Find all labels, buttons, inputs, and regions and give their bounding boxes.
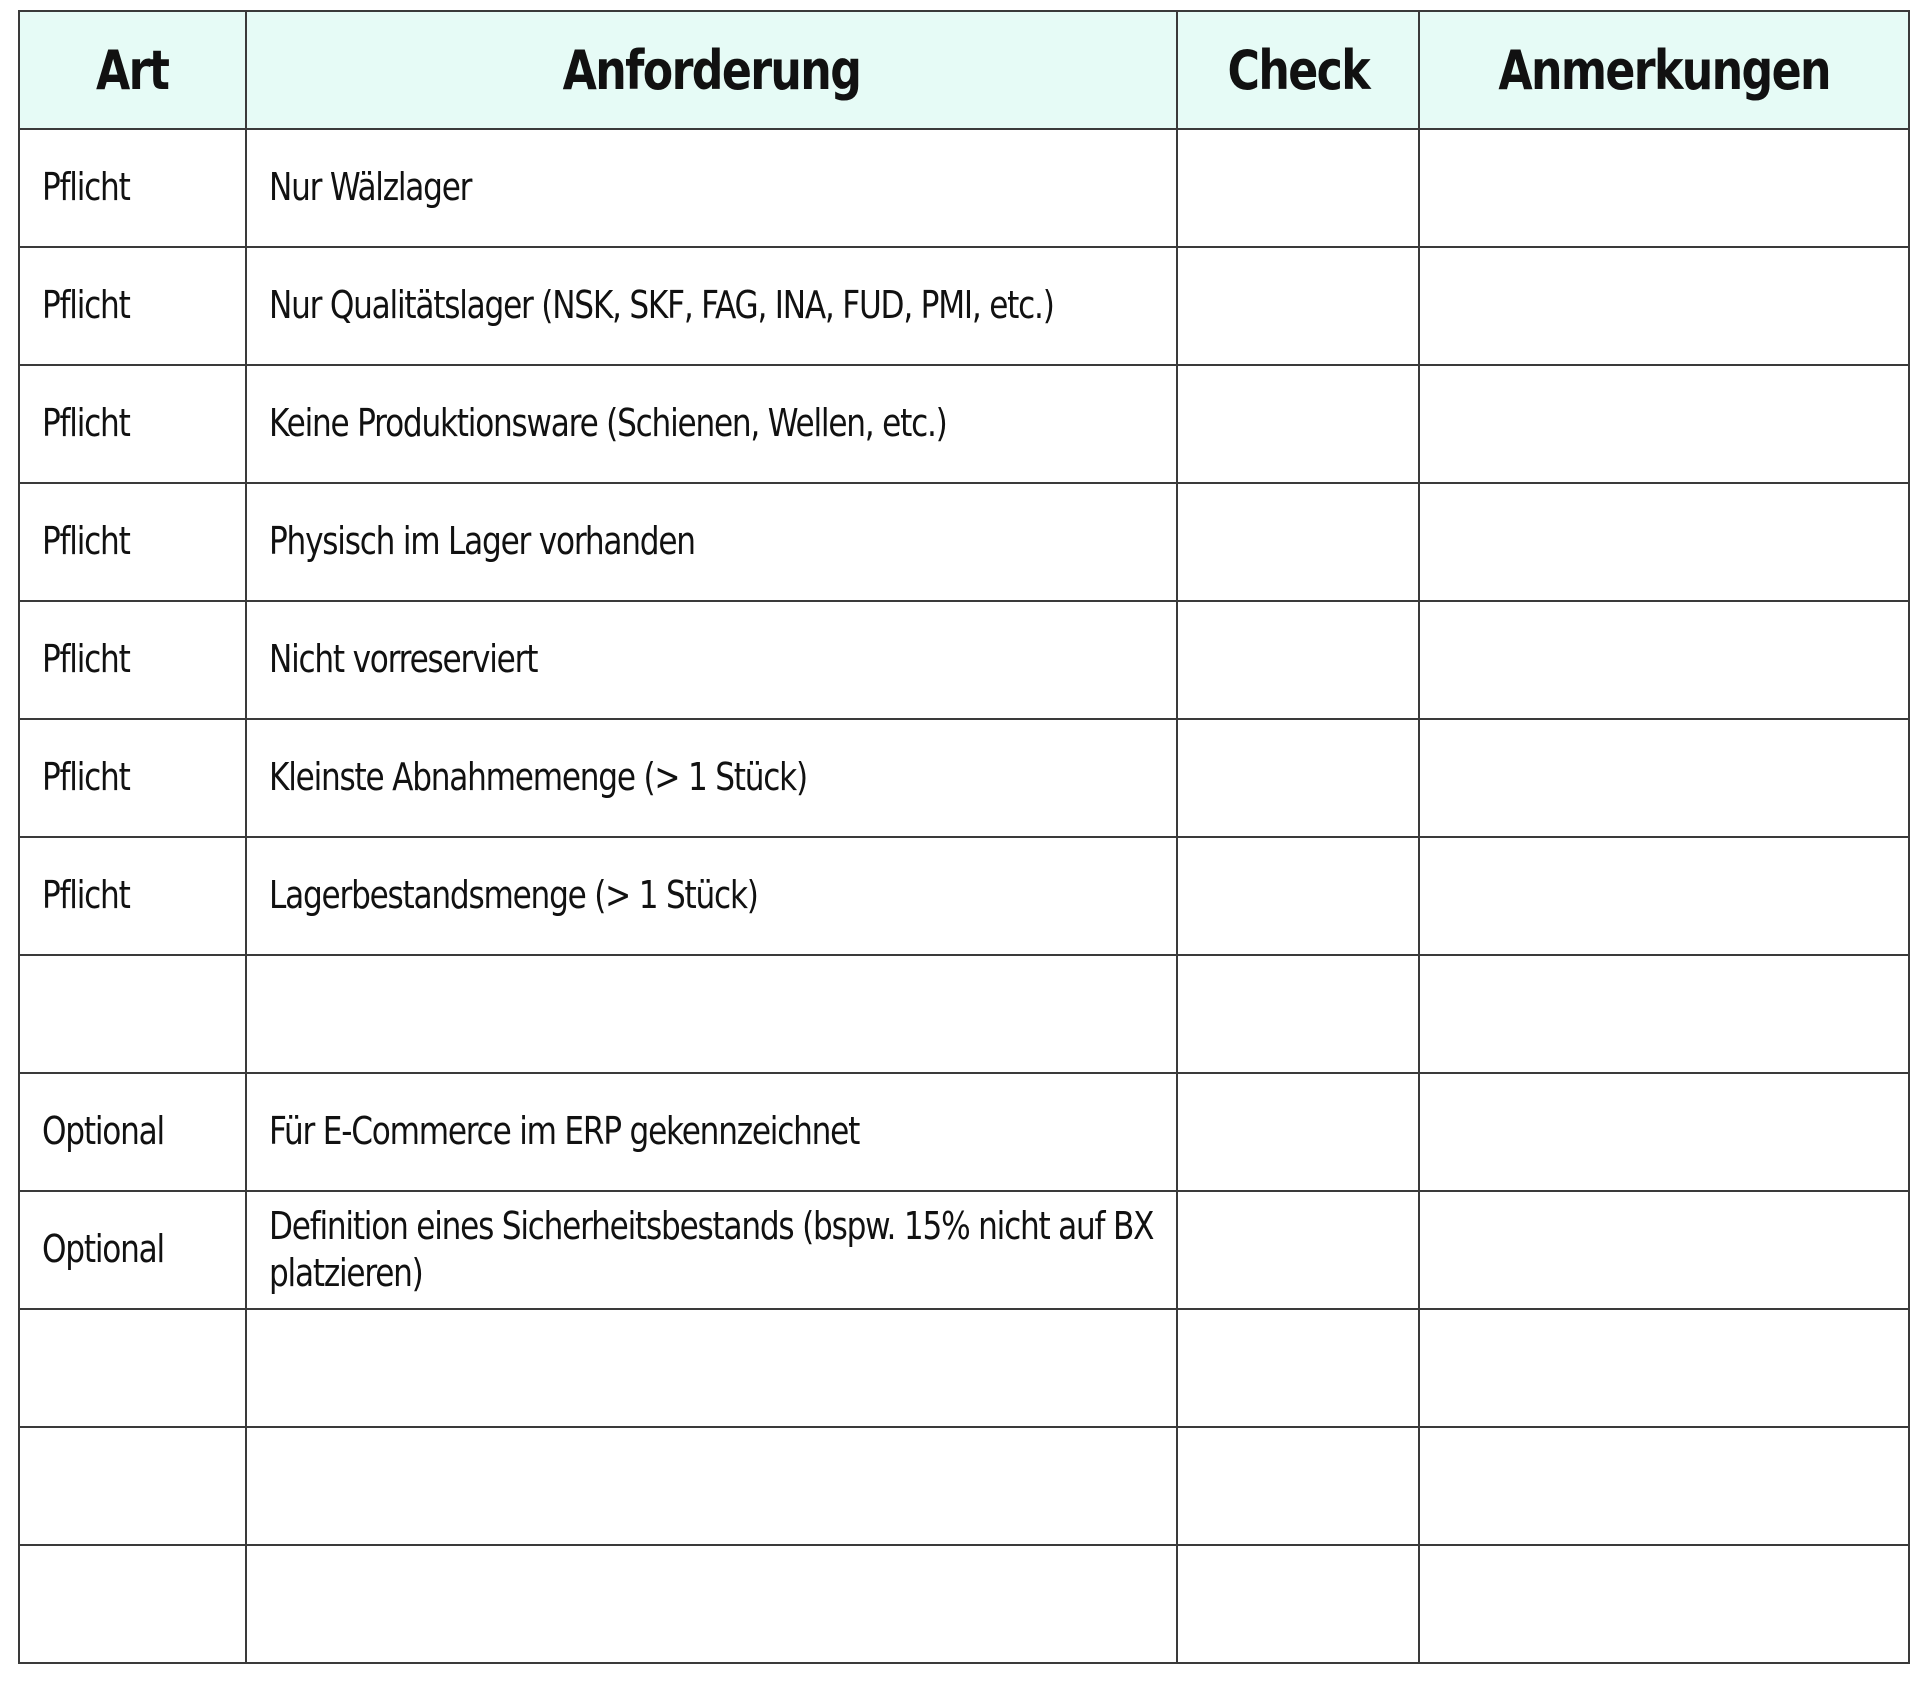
- header-check-label: Check: [1227, 38, 1369, 102]
- cell-anmerkungen[interactable]: [1419, 1427, 1909, 1545]
- cell-art: [19, 365, 246, 483]
- table-row: [19, 1427, 1909, 1545]
- table-row: [19, 601, 1909, 719]
- cell-check[interactable]: [1177, 1191, 1419, 1309]
- cell-anmerkungen[interactable]: [1419, 601, 1909, 719]
- cell-anforderung: [246, 837, 1177, 955]
- cell-art: [19, 601, 246, 719]
- table-row: [19, 719, 1909, 837]
- cell-art-text: Pflicht: [42, 165, 130, 210]
- cell-art: [19, 1191, 246, 1309]
- table-row: [19, 1191, 1909, 1309]
- cell-check[interactable]: [1177, 365, 1419, 483]
- cell-anforderung: [246, 1191, 1177, 1309]
- cell-art-text: Optional: [42, 1227, 164, 1272]
- requirements-table: [18, 10, 1910, 1664]
- header-anmerkungen-label: Anmerkungen: [1498, 38, 1830, 102]
- cell-anforderung-text: Für E-Commerce im ERP gekennzeichnet: [269, 1109, 860, 1154]
- table-row: [19, 955, 1909, 1073]
- table-row: [19, 365, 1909, 483]
- cell-anmerkungen[interactable]: [1419, 129, 1909, 247]
- cell-art-text: Pflicht: [42, 637, 130, 682]
- table-row: [19, 483, 1909, 601]
- cell-anforderung: [246, 955, 1177, 1073]
- cell-anforderung: [246, 1309, 1177, 1427]
- cell-anforderung-text: Nur Qualitätslager (NSK, SKF, FAG, INA, FUD, PMI, etc.): [269, 283, 1054, 328]
- table-row: [19, 247, 1909, 365]
- cell-art: [19, 719, 246, 837]
- cell-art: [19, 955, 246, 1073]
- cell-anmerkungen[interactable]: [1419, 719, 1909, 837]
- cell-anforderung: [246, 365, 1177, 483]
- cell-art: [19, 483, 246, 601]
- cell-check[interactable]: [1177, 1427, 1419, 1545]
- cell-anforderung: [246, 129, 1177, 247]
- cell-check[interactable]: [1177, 1545, 1419, 1663]
- cell-anforderung-text: Lagerbestandsmenge (> 1 Stück): [269, 873, 758, 918]
- cell-anmerkungen[interactable]: [1419, 483, 1909, 601]
- cell-check[interactable]: [1177, 601, 1419, 719]
- header-art: [19, 11, 246, 129]
- cell-anforderung: [246, 1545, 1177, 1663]
- cell-art-text: Pflicht: [42, 401, 130, 446]
- cell-check[interactable]: [1177, 719, 1419, 837]
- table-row: [19, 129, 1909, 247]
- cell-anmerkungen[interactable]: [1419, 1545, 1909, 1663]
- cell-check[interactable]: [1177, 955, 1419, 1073]
- cell-anforderung-text: Definition eines Sicherheitsbestands (bspw. 15% nicht auf BX platzieren): [269, 1203, 1154, 1295]
- cell-anforderung-text: Physisch im Lager vorhanden: [269, 519, 695, 564]
- cell-anmerkungen[interactable]: [1419, 837, 1909, 955]
- cell-anforderung-text: Keine Produktionsware (Schienen, Wellen, etc.): [269, 401, 947, 446]
- cell-anforderung: [246, 247, 1177, 365]
- table-row: [19, 1545, 1909, 1663]
- cell-anforderung: [246, 1427, 1177, 1545]
- header-anmerkungen: [1419, 11, 1909, 129]
- cell-art-text: Pflicht: [42, 283, 130, 328]
- cell-anmerkungen[interactable]: [1419, 1309, 1909, 1427]
- cell-anforderung: [246, 601, 1177, 719]
- header-check: [1177, 11, 1419, 129]
- cell-anmerkungen[interactable]: [1419, 247, 1909, 365]
- header-anforderung: [246, 11, 1177, 129]
- header-row: [19, 11, 1909, 129]
- cell-check[interactable]: [1177, 1073, 1419, 1191]
- table-row: [19, 837, 1909, 955]
- cell-anforderung-text: Nicht vorreserviert: [269, 637, 538, 682]
- cell-anmerkungen[interactable]: [1419, 1191, 1909, 1309]
- cell-anforderung: [246, 483, 1177, 601]
- cell-art: [19, 837, 246, 955]
- cell-anmerkungen[interactable]: [1419, 955, 1909, 1073]
- cell-art: [19, 129, 246, 247]
- cell-art: [19, 1545, 246, 1663]
- cell-anmerkungen[interactable]: [1419, 1073, 1909, 1191]
- cell-anforderung-text: Kleinste Abnahmemenge (> 1 Stück): [269, 755, 807, 800]
- cell-anforderung: [246, 1073, 1177, 1191]
- cell-art-text: Optional: [42, 1109, 164, 1154]
- cell-anmerkungen[interactable]: [1419, 365, 1909, 483]
- cell-check[interactable]: [1177, 247, 1419, 365]
- cell-art: [19, 247, 246, 365]
- cell-art-text: Pflicht: [42, 519, 130, 564]
- cell-anforderung: [246, 719, 1177, 837]
- header-anforderung-label: Anforderung: [562, 38, 861, 102]
- cell-art: [19, 1073, 246, 1191]
- cell-art: [19, 1427, 246, 1545]
- table-row: [19, 1309, 1909, 1427]
- cell-check[interactable]: [1177, 129, 1419, 247]
- cell-art-text: Pflicht: [42, 755, 130, 800]
- header-art-label: Art: [96, 38, 169, 102]
- cell-check[interactable]: [1177, 1309, 1419, 1427]
- cell-check[interactable]: [1177, 837, 1419, 955]
- requirements-checklist: [18, 10, 1908, 1664]
- cell-anforderung-text: Nur Wälzlager: [269, 165, 472, 210]
- cell-art-text: Pflicht: [42, 873, 130, 918]
- cell-art: [19, 1309, 246, 1427]
- cell-check[interactable]: [1177, 483, 1419, 601]
- table-row: [19, 1073, 1909, 1191]
